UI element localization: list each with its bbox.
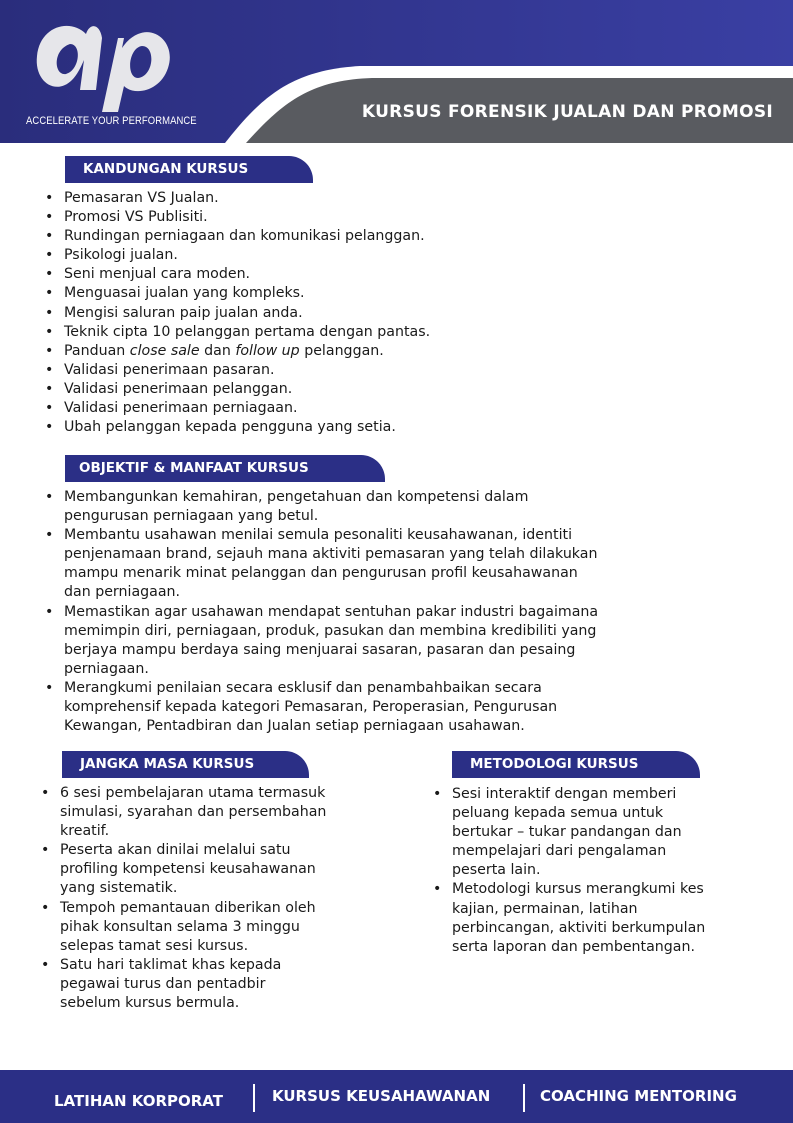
list-item: • Menguasai jualan yang kompleks. (44, 284, 744, 303)
section-label-metodologi: METODOLOGI KURSUS (452, 751, 700, 778)
footer-divider (523, 1084, 525, 1112)
list-item: • Membangunkan kemahiran, pengetahuan dan kompetensi dalam pengurusan perniagaan yang betul. (44, 488, 764, 526)
footer-divider (253, 1084, 255, 1112)
kandungan-list (44, 189, 744, 437)
list-item: • Merangkumi penilaian secara esklusif dan penambahbaikan secara komprehensif kepada kategori Pemasaran, Peroperasian, Pengurusan Kewangan, Pentadbiran dan Jualan setiap perniagaan usahawan. (44, 679, 764, 736)
list-item: • Panduan close sale dan follow up pelanggan. (44, 342, 744, 361)
list-item: • Rundingan perniagaan dan komunikasi pelanggan. (44, 227, 744, 246)
list-item: • Peserta akan dinilai melalui satu profiling kompetensi keusahawanan yang sistematik. (40, 841, 390, 898)
list-item: • Seni menjual cara moden. (44, 265, 744, 284)
list-item: • Metodologi kursus merangkumi kes kajian, permainan, latihan perbincangan, aktiviti berkumpulan serta laporan dan pembentangan. (432, 880, 772, 956)
list-item: • Promosi VS Publisiti. (44, 208, 744, 227)
list-item: • Tempoh pemantauan diberikan oleh pihak konsultan selama 3 minggu selepas tamat sesi kursus. (40, 899, 390, 956)
objektif-list (44, 488, 764, 736)
footer-item-coaching-mentoring: COACHING MENTORING (540, 1087, 737, 1105)
page-title: KURSUS FORENSIK JUALAN DAN PROMOSI (361, 102, 773, 122)
logo-tagline: ACCELERATE YOUR PERFORMANCE (26, 115, 197, 127)
list-item: • 6 sesi pembelajaran utama termasuk simulasi, syarahan dan persembahan kreatif. (40, 784, 390, 841)
section-label-objektif: OBJEKTIF & MANFAAT KURSUS (65, 455, 385, 482)
list-item: • Ubah pelanggan kepada pengguna yang setia. (44, 418, 744, 437)
list-item: • Satu hari taklimat khas kepada pegawai turus dan pentadbir sebelum kursus bermula. (40, 956, 390, 1013)
section-label-kandungan: KANDUNGAN KURSUS (65, 156, 313, 183)
list-item: • Validasi penerimaan pasaran. (44, 361, 744, 380)
list-item: • Membantu usahawan menilai semula pesonaliti keusahawanan, identiti penjenamaan brand, sejauh mana aktiviti pemasaran yang telah dilakukan mampu menarik minat pelanggan dan pengurusan profil keusahawanan dan perniagaan. (44, 526, 764, 602)
list-item: • Psikologi jualan. (44, 246, 744, 265)
list-item: • Teknik cipta 10 pelanggan pertama dengan pantas. (44, 323, 744, 342)
list-item: • Mengisi saluran paip jualan anda. (44, 304, 744, 323)
list-item: • Pemasaran VS Jualan. (44, 189, 744, 208)
section-label-jangka: JANGKA MASA KURSUS (62, 751, 309, 778)
footer-item-latihan-korporat: LATIHAN KORPORAT (54, 1092, 223, 1110)
ap-logo-icon (30, 4, 180, 112)
metodologi-list (432, 785, 772, 957)
page-header (0, 0, 793, 143)
page-footer (0, 1070, 793, 1123)
footer-item-kursus-keusahawanan: KURSUS KEUSAHAWANAN (272, 1087, 491, 1105)
list-item: • Memastikan agar usahawan mendapat sentuhan pakar industri bagaimana memimpin diri, perniagaan, produk, pasukan dan membina kredibiliti yang berjaya mampu berdaya saing menjuarai sasaran, pasaran dan pesaing perniagaan. (44, 603, 764, 679)
jangka-list (40, 784, 390, 1013)
list-item: • Validasi penerimaan pelanggan. (44, 380, 744, 399)
list-item: • Validasi penerimaan perniagaan. (44, 399, 744, 418)
list-item: • Sesi interaktif dengan memberi peluang kepada semua untuk bertukar – tukar pandangan dan mempelajari dari pengalaman peserta lain. (432, 785, 772, 880)
